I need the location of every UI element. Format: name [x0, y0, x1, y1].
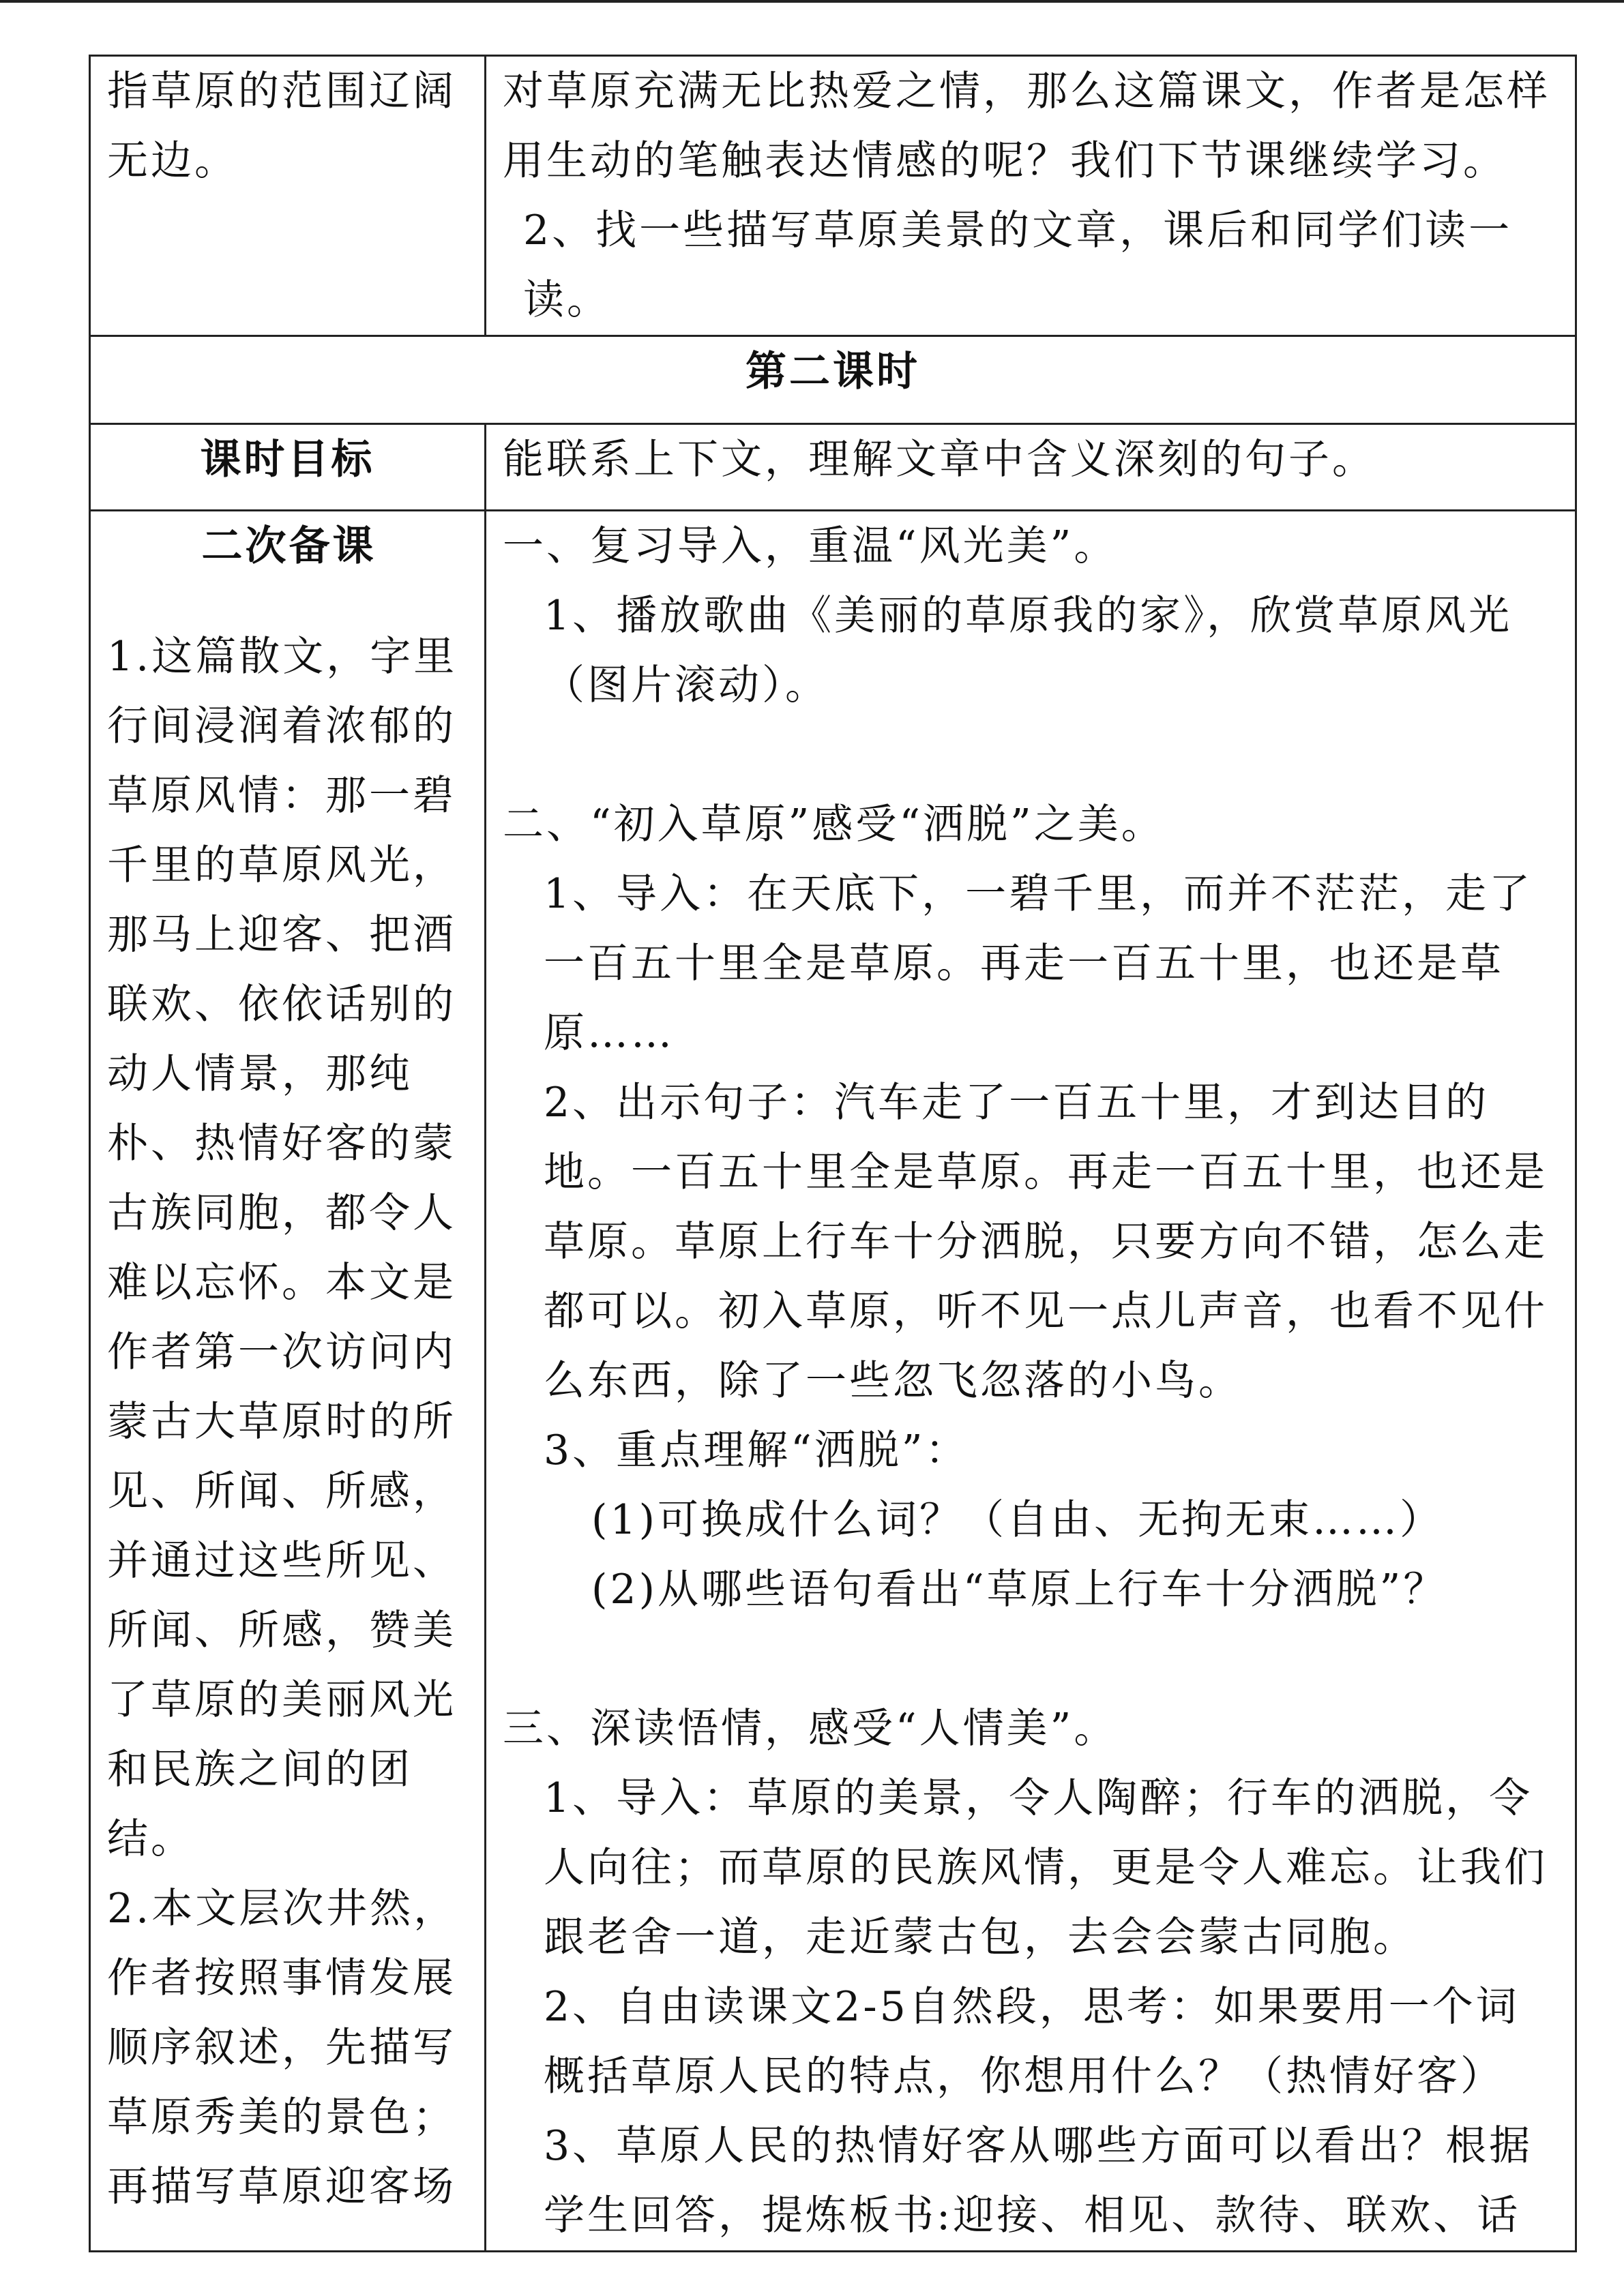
- continuation-left-cell: [90, 56, 486, 336]
- continuation-right-line-1: 对草原充满无比热爱之情，那么这篇课文，作者是怎样用生动的笔触表达情感的呢？我们下节课继续学习。: [503, 68, 1550, 185]
- section-title-row: [90, 336, 1576, 424]
- lesson-plan-table: [89, 55, 1577, 2252]
- secondary-prep-paragraph-2: 2.本文层次井然，作者按照事情发展顺序叙述，先描写草原秀美的景色；再描写草原迎客场: [107, 1885, 458, 2211]
- top-rule: [0, 0, 1624, 3]
- section-2-paragraph-3: 3、重点理解“洒脱”：: [544, 1427, 969, 1474]
- section-2-question-2: (2)从哪些语句看出“草原上行车十分洒脱”？: [591, 1566, 1447, 1613]
- blank-line: [503, 720, 1559, 790]
- section-2-paragraph-1: 1、导入：在天底下，一碧千里，而并不茫茫，走了一百五十里全是草原。再走一百五十里，也还是草原……: [544, 870, 1533, 1057]
- section-2-heading: 二、“初入草原”感受“洒脱”之美。: [503, 801, 1165, 848]
- continuation-left-text: 指草原的范围辽阔无边。: [107, 68, 456, 185]
- main-content-row: [90, 511, 1576, 2252]
- section-1-paragraph-1: 1、播放歌曲《美丽的草原我的家》，欣赏草原风光（图片滚动）。: [544, 592, 1513, 709]
- section-2-paragraph-2: 2、出示句子：汽车走了一百五十里，才到达目的地。一百五十里全是草原。再走一百五十里，也还是草原。草原上行车十分洒脱，只要方向不错，怎么走都可以。初入草原，听不见一点儿声音，也看不见什么东西，除了一些忽飞忽落的小鸟。: [544, 1079, 1548, 1405]
- section-3-heading: 三、深读悟情，感受“人情美”。: [503, 1705, 1118, 1753]
- section-1-heading: 一、复习导入，重温“风光美”。: [503, 522, 1118, 570]
- section-3-paragraph-2: 2、自由读课文2-5自然段，思考：如果要用一个词概括草原人民的特点，你想用什么？（热情好客）: [544, 1983, 1520, 2100]
- continuation-right-cell: [486, 56, 1576, 336]
- section-2-question-1: (1)可换成什么词？（自由、无拘无束……）: [591, 1496, 1443, 1544]
- section-3-paragraph-1: 1、导入：草原的美景，令人陶醉；行车的洒脱，令人向往；而草原的民族风情，更是令人难忘。让我们跟老舍一道，走近蒙古包，去会会蒙古同胞。: [544, 1774, 1548, 1961]
- objective-text: 能联系上下文，理解文章中含义深刻的句子。: [486, 424, 1576, 511]
- teaching-process-cell: [486, 511, 1576, 2252]
- objective-row: [90, 424, 1576, 511]
- secondary-prep-cell: [90, 511, 486, 2252]
- secondary-prep-paragraph-1: 1.这篇散文，字里行间浸润着浓郁的草原风情：那一碧千里的草原风光，那马上迎客、把酒联欢、依依话别的动人情景，那纯朴、热情好客的蒙古族同胞，都令人难以忘怀。本文是作者第一次访问内蒙古大草原时的所见、所闻、所感，并通过这些所见、所闻、所感，赞美了草原的美丽风光和民族之间的团结。: [107, 633, 458, 1863]
- section-title: 第二课时: [90, 336, 1576, 424]
- continuation-row: [90, 56, 1576, 336]
- objective-label: 课时目标: [90, 424, 486, 511]
- blank-line: [503, 1624, 1559, 1694]
- section-3-paragraph-3: 3、草原人民的热情好客从哪些方面可以看出？根据学生回答，提炼板书:迎接、相见、款待、联欢、话: [544, 2122, 1533, 2239]
- secondary-prep-heading: 二次备课: [201, 522, 377, 570]
- continuation-right-line-2: 2、找一些描写草原美景的文章，课后和同学们读一读。: [523, 207, 1513, 324]
